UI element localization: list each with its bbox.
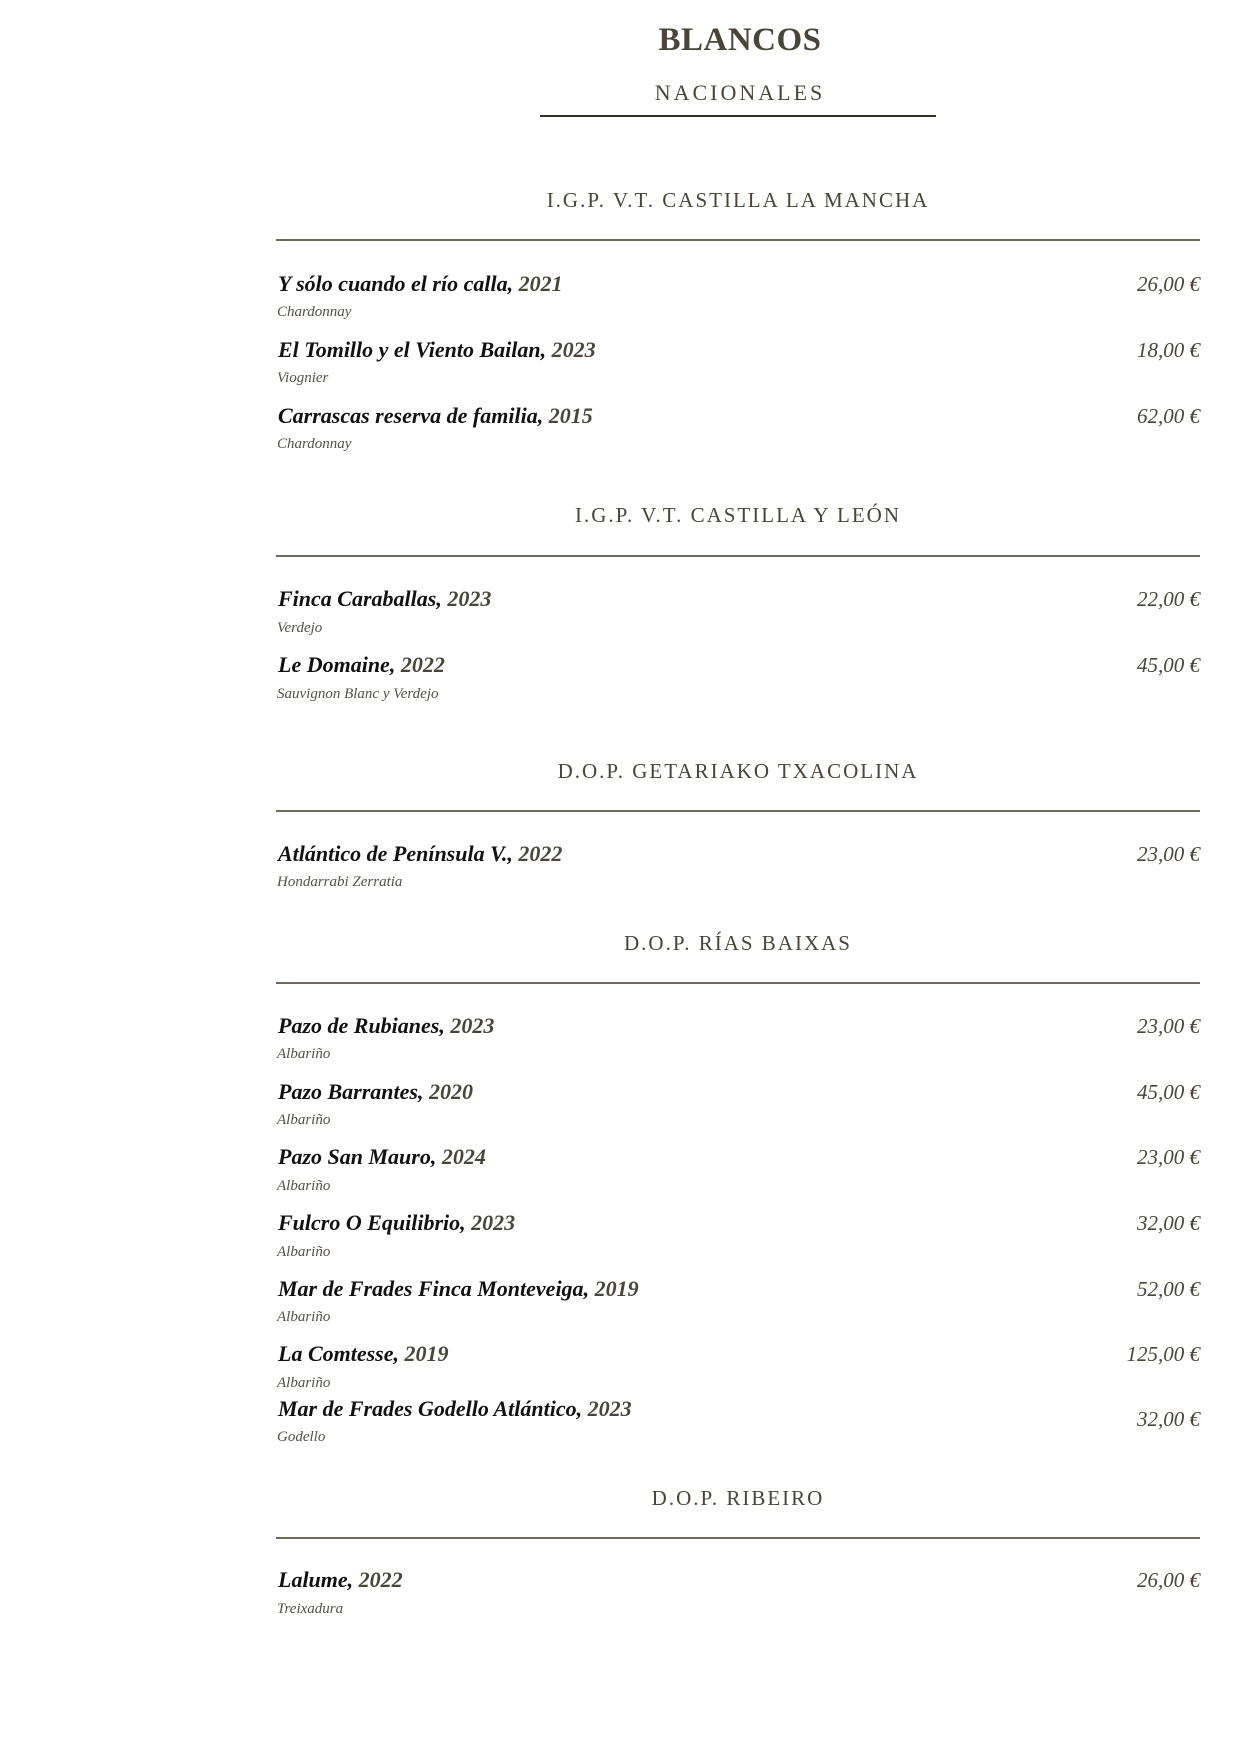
wine-year: 2015 [548,403,593,428]
wine-year: 2023 [587,1396,632,1421]
section-title: I.G.P. V.T. CASTILLA LA MANCHA [546,188,930,212]
wine-name: Mar de Frades Godello Atlántico, 2023 [278,1396,632,1421]
wine-year: 2019 [594,1276,639,1301]
wine-name: Pazo San Mauro, 2024 [278,1144,486,1169]
wine-grape: Albariño [277,1244,331,1260]
wine-year: 2022 [358,1567,403,1592]
wine-year: 2024 [441,1144,486,1169]
wine-price: 45,00 € [1137,653,1200,677]
wine-price: 26,00 € [1137,1568,1200,1592]
section-title: D.O.P. RÍAS BAIXAS [624,931,852,955]
wine-grape: Albariño [277,1112,331,1128]
wine-name: El Tomillo y el Viento Bailan, 2023 [278,337,596,362]
wine-price: 23,00 € [1137,842,1200,866]
section-title: D.O.P. RIBEIRO [651,1486,825,1510]
wine-year: 2023 [551,337,596,362]
wine-name: Atlántico de Península V., 2022 [278,841,563,866]
section-divider [276,239,1200,241]
wine-grape: Chardonnay [277,304,352,320]
wine-year: 2021 [518,271,563,296]
wine-price: 23,00 € [1137,1145,1200,1169]
wine-price: 32,00 € [1137,1407,1200,1431]
wine-year: 2022 [518,841,563,866]
section-divider [276,810,1200,812]
section-divider [276,982,1200,984]
wine-grape: Hondarrabi Zerratia [277,874,403,890]
wine-price: 23,00 € [1137,1014,1200,1038]
wine-name: Pazo de Rubianes, 2023 [278,1013,495,1038]
wine-grape: Verdejo [277,620,323,636]
wine-price: 45,00 € [1137,1080,1200,1104]
wine-price: 125,00 € [1126,1342,1200,1366]
wine-price: 32,00 € [1137,1211,1200,1235]
wine-price: 52,00 € [1137,1277,1200,1301]
wine-price: 62,00 € [1137,404,1200,428]
page-title: BLANCOS [658,22,822,58]
wine-grape: Treixadura [277,1601,344,1617]
wine-grape: Godello [277,1429,326,1445]
page-subtitle: NACIONALES [654,80,826,105]
wine-grape: Albariño [277,1375,331,1391]
wine-year: 2020 [428,1079,473,1104]
wine-year: 2022 [400,652,445,677]
section-divider [276,1537,1200,1539]
wine-name: Le Domaine, 2022 [278,652,445,677]
wine-name: Lalume, 2022 [278,1567,403,1592]
wine-name: Y sólo cuando el río calla, 2021 [278,271,563,296]
wine-grape: Albariño [277,1309,331,1325]
section-title: I.G.P. V.T. CASTILLA Y LEÓN [574,503,902,527]
wine-year: 2023 [450,1013,495,1038]
wine-year: 2019 [404,1341,449,1366]
wine-name: Finca Caraballas, 2023 [278,586,492,611]
wine-name: La Comtesse, 2019 [278,1341,449,1366]
wine-year: 2023 [447,586,492,611]
subtitle-divider [540,115,936,117]
wine-name: Pazo Barrantes, 2020 [278,1079,473,1104]
wine-grape: Albariño [277,1046,331,1062]
section-divider [276,555,1200,557]
wine-name: Mar de Frades Finca Monteveiga, 2019 [278,1276,639,1301]
section-title: D.O.P. GETARIAKO TXACOLINA [557,759,919,783]
wine-grape: Viognier [277,370,329,386]
wine-grape: Chardonnay [277,436,352,452]
wine-price: 18,00 € [1137,338,1200,362]
wine-year: 2023 [471,1210,516,1235]
wine-grape: Sauvignon Blanc y Verdejo [277,686,439,702]
wine-price: 26,00 € [1137,272,1200,296]
wine-grape: Albariño [277,1178,331,1194]
wine-name: Fulcro O Equilibrio, 2023 [278,1210,516,1235]
wine-price: 22,00 € [1137,587,1200,611]
wine-name: Carrascas reserva de familia, 2015 [278,403,593,428]
